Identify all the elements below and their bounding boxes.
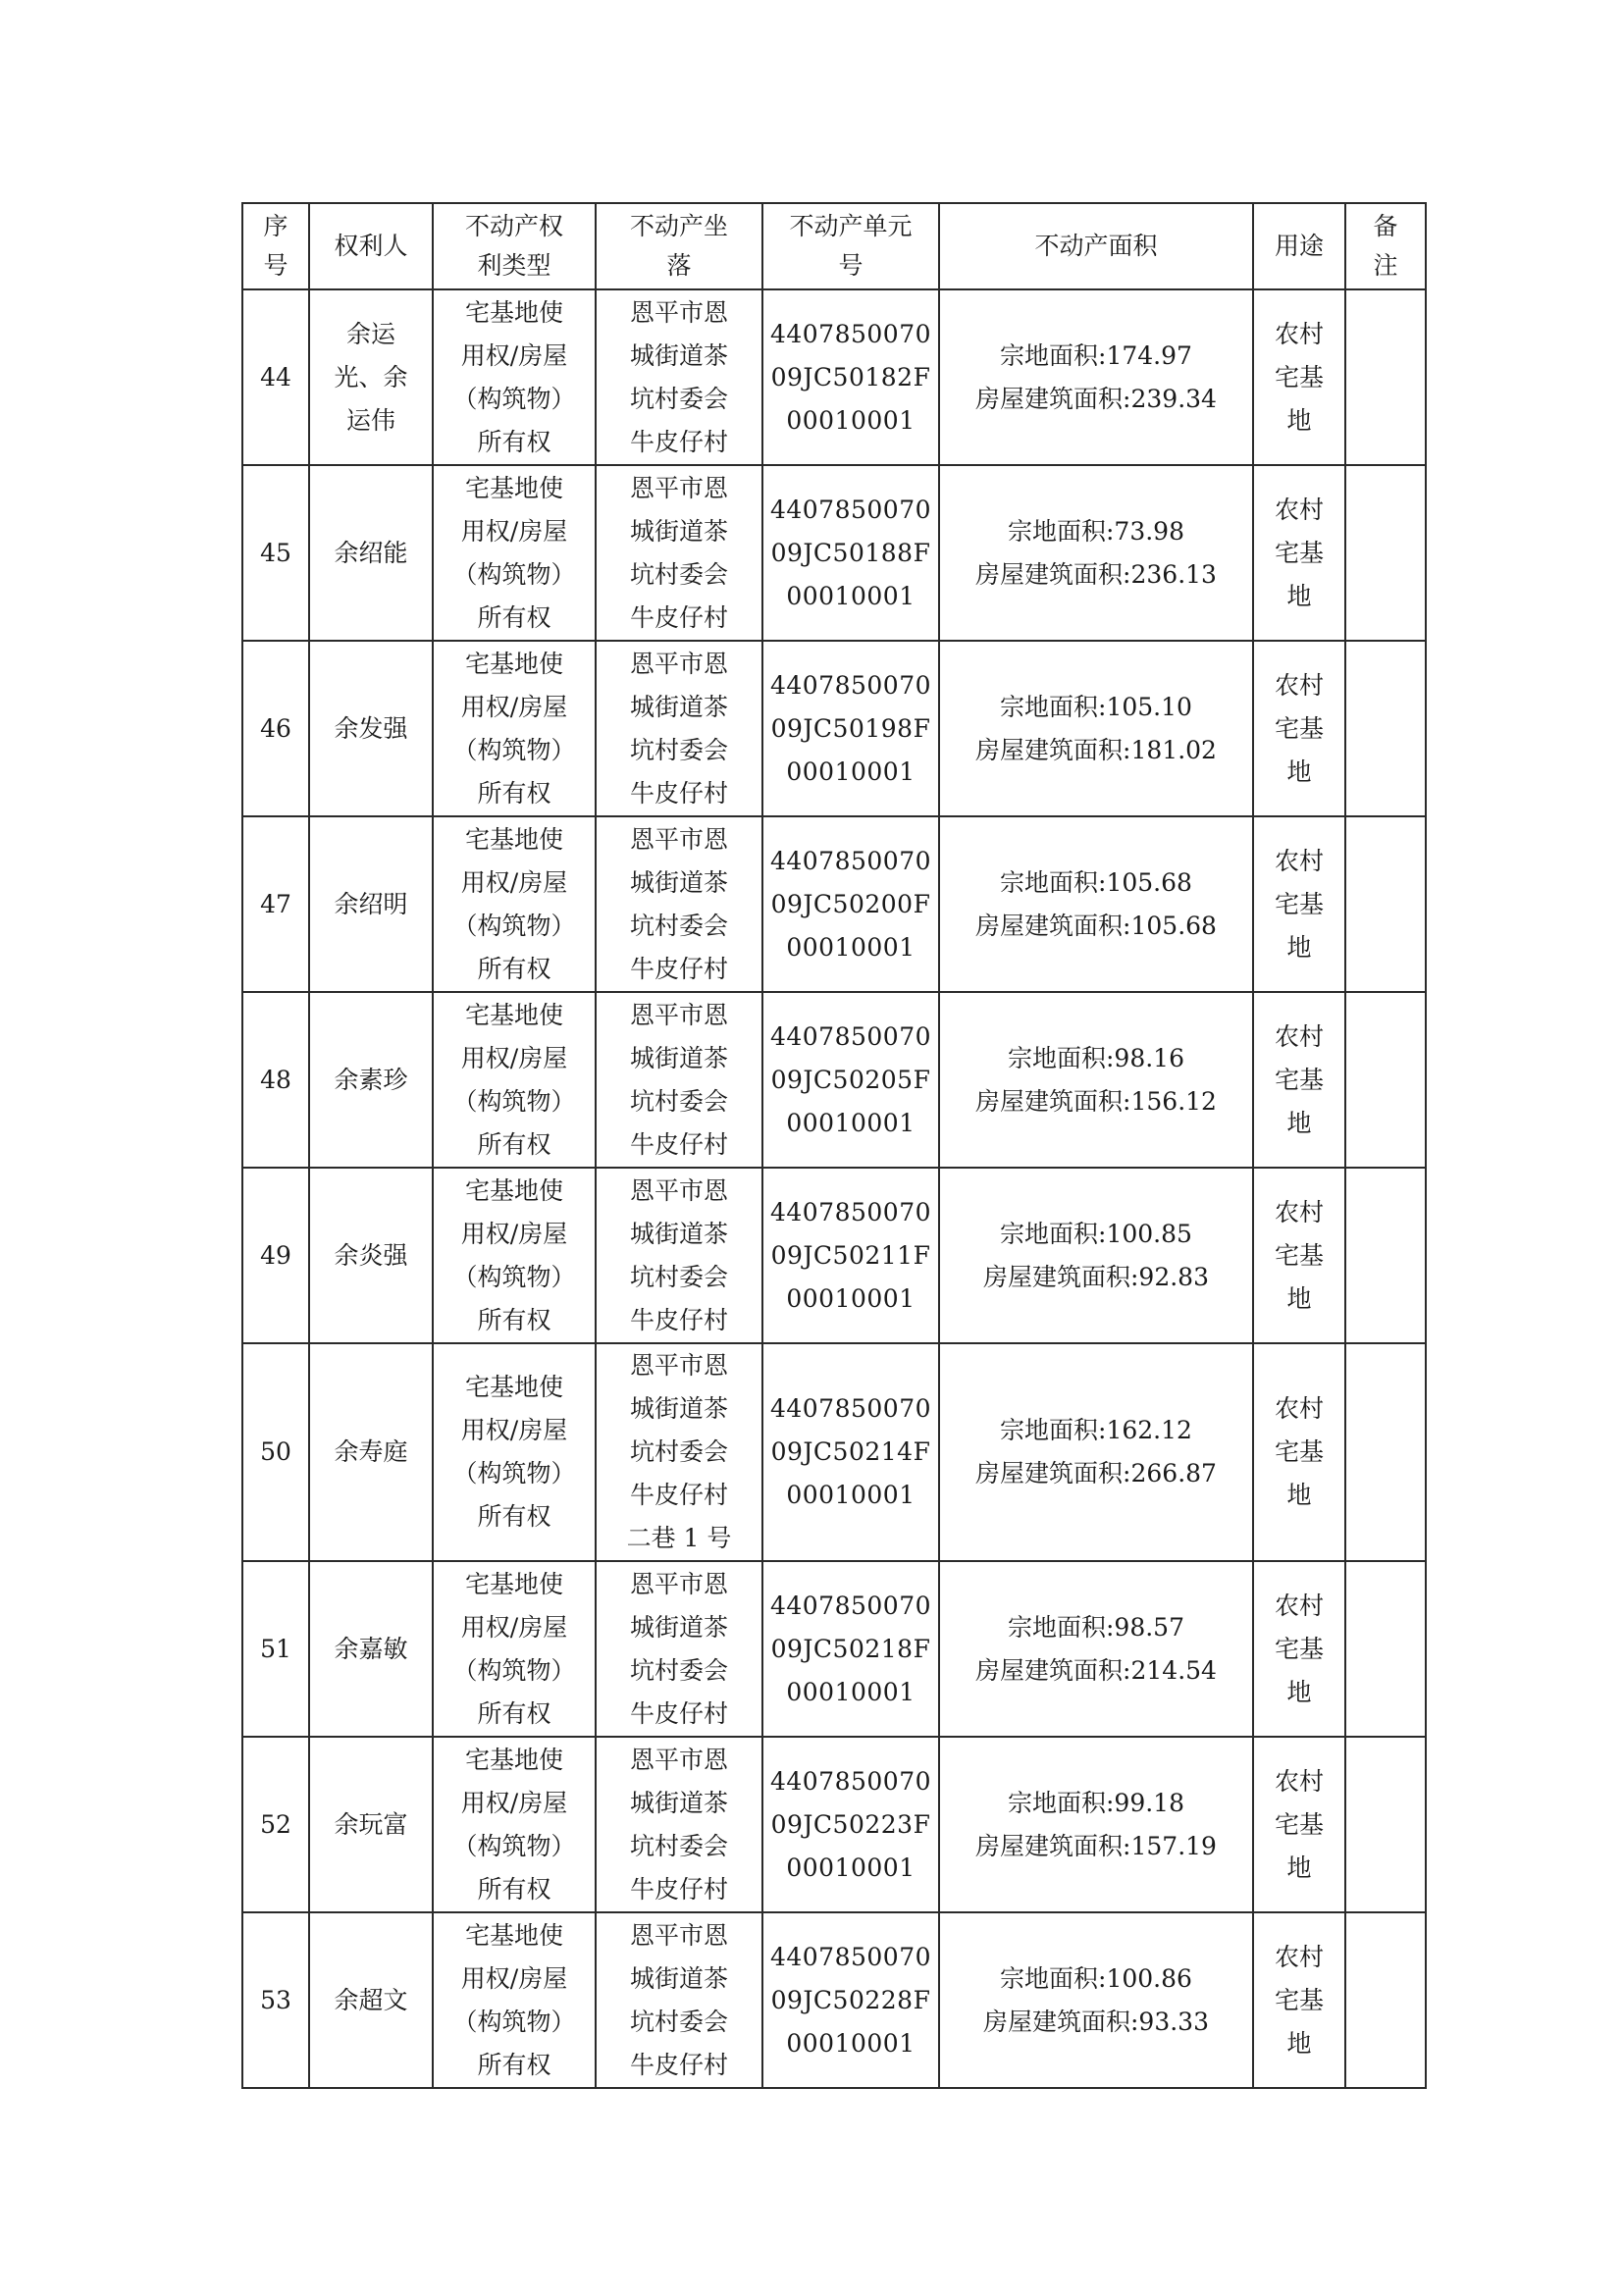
cell-seq: 51 [242,1561,309,1737]
cell-remark [1345,641,1426,816]
cell-remark [1345,465,1426,641]
cell-unit-no: 4407850070 09JC50218F 00010001 [762,1561,939,1737]
cell-right-type: 宅基地使 用权/房屋 （构筑物） 所有权 [433,641,596,816]
cell-owner: 余绍明 [309,816,433,992]
cell-unit-no: 4407850070 09JC50223F 00010001 [762,1737,939,1912]
cell-unit-no: 4407850070 09JC50214F 00010001 [762,1343,939,1561]
cell-remark [1345,289,1426,465]
cell-remark [1345,992,1426,1168]
cell-remark [1345,816,1426,992]
header-right-type: 不动产权 利类型 [433,203,596,289]
cell-usage: 农村 宅基 地 [1253,816,1345,992]
cell-unit-no: 4407850070 09JC50198F 00010001 [762,641,939,816]
cell-owner: 余炎强 [309,1168,433,1343]
table-body [242,289,1426,2088]
cell-location: 恩平市恩 城街道茶 坑村委会 牛皮仔村 [596,1912,762,2088]
cell-location: 恩平市恩 城街道茶 坑村委会 牛皮仔村 [596,1737,762,1912]
cell-seq: 52 [242,1737,309,1912]
cell-remark [1345,1168,1426,1343]
table-row [242,1737,1426,1912]
header-owner: 权利人 [309,203,433,289]
cell-remark [1345,1343,1426,1561]
cell-seq: 44 [242,289,309,465]
cell-area: 宗地面积:98.16 房屋建筑面积:156.12 [939,992,1253,1168]
header-unit-no: 不动产单元 号 [762,203,939,289]
table-row [242,289,1426,465]
cell-seq: 53 [242,1912,309,2088]
cell-owner: 余素珍 [309,992,433,1168]
cell-area: 宗地面积:100.85 房屋建筑面积:92.83 [939,1168,1253,1343]
cell-location: 恩平市恩 城街道茶 坑村委会 牛皮仔村 二巷 1 号 [596,1343,762,1561]
cell-location: 恩平市恩 城街道茶 坑村委会 牛皮仔村 [596,465,762,641]
cell-unit-no: 4407850070 09JC50228F 00010001 [762,1912,939,2088]
cell-usage: 农村 宅基 地 [1253,1168,1345,1343]
cell-seq: 50 [242,1343,309,1561]
table-row [242,1343,1426,1561]
table-row [242,641,1426,816]
cell-usage: 农村 宅基 地 [1253,1561,1345,1737]
cell-location: 恩平市恩 城街道茶 坑村委会 牛皮仔村 [596,992,762,1168]
cell-owner: 余超文 [309,1912,433,2088]
cell-right-type: 宅基地使 用权/房屋 （构筑物） 所有权 [433,1561,596,1737]
cell-right-type: 宅基地使 用权/房屋 （构筑物） 所有权 [433,289,596,465]
cell-right-type: 宅基地使 用权/房屋 （构筑物） 所有权 [433,816,596,992]
table-row [242,816,1426,992]
table-row [242,1912,1426,2088]
header-seq: 序 号 [242,203,309,289]
cell-area: 宗地面积:98.57 房屋建筑面积:214.54 [939,1561,1253,1737]
cell-unit-no: 4407850070 09JC50200F 00010001 [762,816,939,992]
cell-usage: 农村 宅基 地 [1253,641,1345,816]
cell-seq: 45 [242,465,309,641]
cell-area: 宗地面积:73.98 房屋建筑面积:236.13 [939,465,1253,641]
cell-unit-no: 4407850070 09JC50205F 00010001 [762,992,939,1168]
cell-usage: 农村 宅基 地 [1253,1912,1345,2088]
cell-right-type: 宅基地使 用权/房屋 （构筑物） 所有权 [433,465,596,641]
cell-area: 宗地面积:105.68 房屋建筑面积:105.68 [939,816,1253,992]
cell-remark [1345,1912,1426,2088]
cell-right-type: 宅基地使 用权/房屋 （构筑物） 所有权 [433,1912,596,2088]
cell-seq: 46 [242,641,309,816]
cell-location: 恩平市恩 城街道茶 坑村委会 牛皮仔村 [596,641,762,816]
cell-owner: 余玩富 [309,1737,433,1912]
table-row [242,992,1426,1168]
header-location: 不动产坐 落 [596,203,762,289]
cell-usage: 农村 宅基 地 [1253,465,1345,641]
cell-area: 宗地面积:162.12 房屋建筑面积:266.87 [939,1343,1253,1561]
cell-area: 宗地面积:105.10 房屋建筑面积:181.02 [939,641,1253,816]
cell-usage: 农村 宅基 地 [1253,1343,1345,1561]
cell-location: 恩平市恩 城街道茶 坑村委会 牛皮仔村 [596,1561,762,1737]
cell-unit-no: 4407850070 09JC50211F 00010001 [762,1168,939,1343]
cell-right-type: 宅基地使 用权/房屋 （构筑物） 所有权 [433,1343,596,1561]
cell-usage: 农村 宅基 地 [1253,1737,1345,1912]
cell-area: 宗地面积:174.97 房屋建筑面积:239.34 [939,289,1253,465]
cell-seq: 49 [242,1168,309,1343]
cell-usage: 农村 宅基 地 [1253,289,1345,465]
header-area: 不动产面积 [939,203,1253,289]
property-registry-table [241,202,1427,2089]
header-remark: 备 注 [1345,203,1426,289]
cell-location: 恩平市恩 城街道茶 坑村委会 牛皮仔村 [596,1168,762,1343]
cell-owner: 余寿庭 [309,1343,433,1561]
table-row [242,465,1426,641]
table-row [242,1168,1426,1343]
cell-seq: 47 [242,816,309,992]
document-page [241,202,1425,2089]
table-row [242,1561,1426,1737]
cell-seq: 48 [242,992,309,1168]
cell-owner: 余发强 [309,641,433,816]
header-usage: 用途 [1253,203,1345,289]
cell-owner: 余运 光、余 运伟 [309,289,433,465]
cell-area: 宗地面积:99.18 房屋建筑面积:157.19 [939,1737,1253,1912]
cell-location: 恩平市恩 城街道茶 坑村委会 牛皮仔村 [596,289,762,465]
cell-right-type: 宅基地使 用权/房屋 （构筑物） 所有权 [433,1737,596,1912]
cell-unit-no: 4407850070 09JC50188F 00010001 [762,465,939,641]
cell-remark [1345,1737,1426,1912]
cell-usage: 农村 宅基 地 [1253,992,1345,1168]
cell-owner: 余绍能 [309,465,433,641]
cell-unit-no: 4407850070 09JC50182F 00010001 [762,289,939,465]
cell-right-type: 宅基地使 用权/房屋 （构筑物） 所有权 [433,1168,596,1343]
cell-area: 宗地面积:100.86 房屋建筑面积:93.33 [939,1912,1253,2088]
cell-right-type: 宅基地使 用权/房屋 （构筑物） 所有权 [433,992,596,1168]
table-header-row [242,203,1426,289]
cell-remark [1345,1561,1426,1737]
cell-location: 恩平市恩 城街道茶 坑村委会 牛皮仔村 [596,816,762,992]
cell-owner: 余嘉敏 [309,1561,433,1737]
